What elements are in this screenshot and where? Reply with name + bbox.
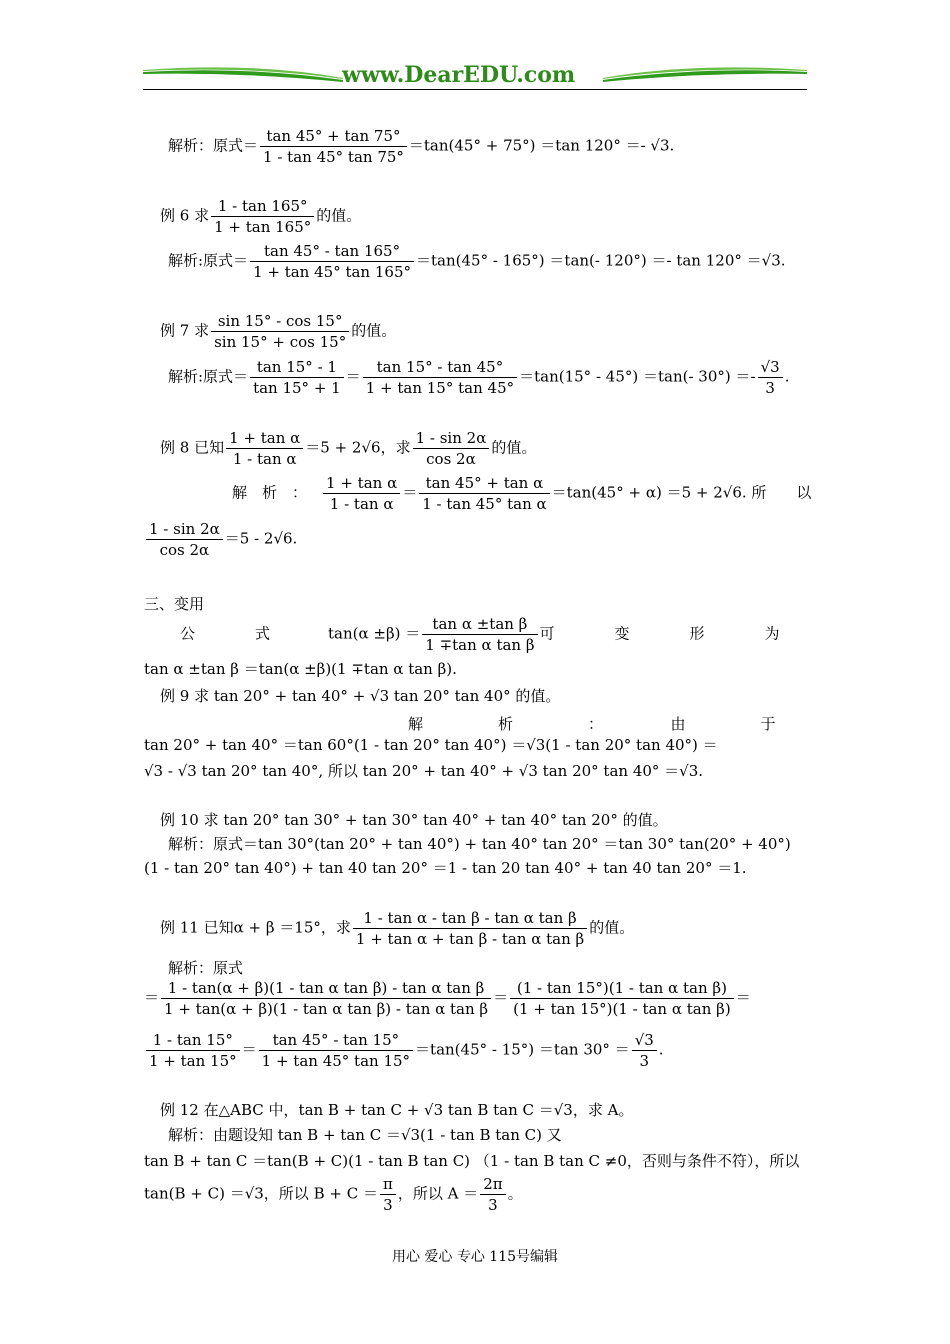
- footer-text: 用心 爱心 专心 115号编辑: [391, 1249, 559, 1265]
- example-6: 例 6 求 $\frac{1 - \tan 165^\circ}{1 + \tan 165^\circ}$ 的值。: [160, 197, 362, 236]
- solution-11-line2: $\frac{1 - \tan 15^\circ}{1 + \tan 15^\circ}$ ＝ $\frac{\tan 45^\circ - \tan 15^\circ}{1 + \tan 45^\circ \tan 15^\circ}$ ＝tan(45° - 15°) ＝tan 30° ＝ $\frac{√3}{3}$ .: [144, 1030, 664, 1071]
- example-11: 例 11 已知α + β ＝15°，求 $\frac{\text{1 - tan α - tan β - tan α tan β}}{\text{1 + tan α + tan β - tan α tan β}}$ 的值。: [160, 909, 635, 948]
- solution-9-line2: √3 - √3 tan 20° tan 40°, 所以 tan 20° + tan 40° + √3 tan 20° tan 40° ＝√3.: [144, 762, 704, 780]
- example-9: 例 9 求 tan 20° + tan 40° + √3 tan 20° tan 40° 的值。: [160, 687, 561, 705]
- formula-line: 公 式 tan(α ±β) ＝ $\frac{\text{tan α ±tan β}}{\text{1 ∓tan α tan β}}$ 可 变 形 为: [180, 615, 780, 654]
- solution-9-line1: tan 20° + tan 40° ＝tan 60°(1 - tan 20° tan 40°) ＝√3(1 - tan 20° tan 40°) ＝: [144, 736, 718, 754]
- header-rule: [143, 89, 807, 90]
- solution-8-cont: $\frac{1 - \sin 2\alpha}{\cos 2\alpha}$ ＝5 - 2√6.: [144, 519, 297, 560]
- example-7: 例 7 求 $\frac{\sin 15^\circ - \cos 15^\circ}{\sin 15^\circ + \cos 15^\circ}$ 的值。: [160, 312, 397, 351]
- site-logo[interactable]: www.DearEDU.com: [342, 62, 576, 88]
- section-3-title: 三、变用: [144, 595, 205, 613]
- example-8: 例 8 已知 $\frac{\text{1 + tan α}}{\text{1 - tan α}}$ ＝5 + 2√6，求 $\frac{1 - \sin 2\alpha}{\cos 2\alpha}$ 的值。: [160, 429, 537, 468]
- solution-11-line1: ＝ $\frac{\text{1 - tan(α + β)(1 - tan α tan β) - tan α tan β}}{\text{1 + tan(α + β)(1 - tan α tan β) - tan α tan β}}$ ＝ $\frac{\text{(1 - tan 15°)(1 - tan α tan β)}}{\text{(1 + tan 15°)(1 - tan α tan β)}}$ ＝: [144, 979, 751, 1018]
- solution-6: 解析:原式＝ $\frac{\tan 45^\circ - \tan 165^\circ}{1 + \tan 45^\circ \tan 165^\circ}$ ＝tan(45° - 165°) ＝tan(- 120°) ＝- tan 120° ＝√3.: [168, 242, 786, 281]
- solution-9-head: 解 析 ： 由 于: [408, 715, 776, 733]
- example-10: 例 10 求 tan 20° tan 30° + tan 30° tan 40° + tan 40° tan 20° 的值。: [160, 811, 668, 829]
- solution-12-line3: tan(B + C) ＝√3，所以 B + C ＝ $\frac{\pi}{3}$ ，所以 A ＝ $\frac{2\pi}{3}$ 。: [144, 1175, 523, 1214]
- solution-8: 解 析 ： $\frac{\text{1 + tan α}}{\text{1 - tan α}}$ ＝ $\frac{\text{tan 45° + tan α}}{\text{1 - tan 45° tan α}}$ ＝tan(45° + α) ＝5 + 2√6. 所 以: [232, 474, 812, 513]
- example-12: 例 12 在△ABC 中，tan B + tan C + √3 tan B tan C ＝√3，求 A。: [160, 1101, 634, 1119]
- solution-12-line1: 解析：由题设知 tan B + tan C ＝√3(1 - tan B tan C) 又: [168, 1126, 562, 1144]
- formula-variant: tan α ±tan β ＝tan(α ±β)(1 ∓tan α tan β).: [144, 660, 457, 678]
- solution-10-line1: 解析：原式＝tan 30°(tan 20° + tan 40°) + tan 40° tan 20° ＝tan 30° tan(20° + 40°): [168, 835, 791, 853]
- solution-10-line2: (1 - tan 20° tan 40°) + tan 40 tan 20° ＝1 - tan 20 tan 40° + tan 40 tan 20° ＝1.: [144, 859, 747, 877]
- solution-11-head: 解析：原式: [168, 959, 244, 977]
- solution-5: 解析：原式＝ $\frac{\tan 45^\circ + \tan 75^\circ}{1 - \tan 45^\circ \tan 75^\circ}$ ＝tan(45° + 75°) ＝tan 120° ＝- √3.: [168, 127, 675, 166]
- solution-12-line2: tan B + tan C ＝tan(B + C)(1 - tan B tan C) （1 - tan B tan C ≠0，否则与条件不符），所以: [144, 1152, 800, 1170]
- solution-7: 解析:原式＝ $\frac{\tan 15^\circ - 1}{\tan 15^\circ + 1}$ ＝ $\frac{\tan 15^\circ - \tan 45^\circ}{1 + \tan 15^\circ \tan 45^\circ}$ ＝tan(15° - 45°) ＝tan(- 30°) ＝- $\frac{√3}{3}$ .: [168, 358, 790, 397]
